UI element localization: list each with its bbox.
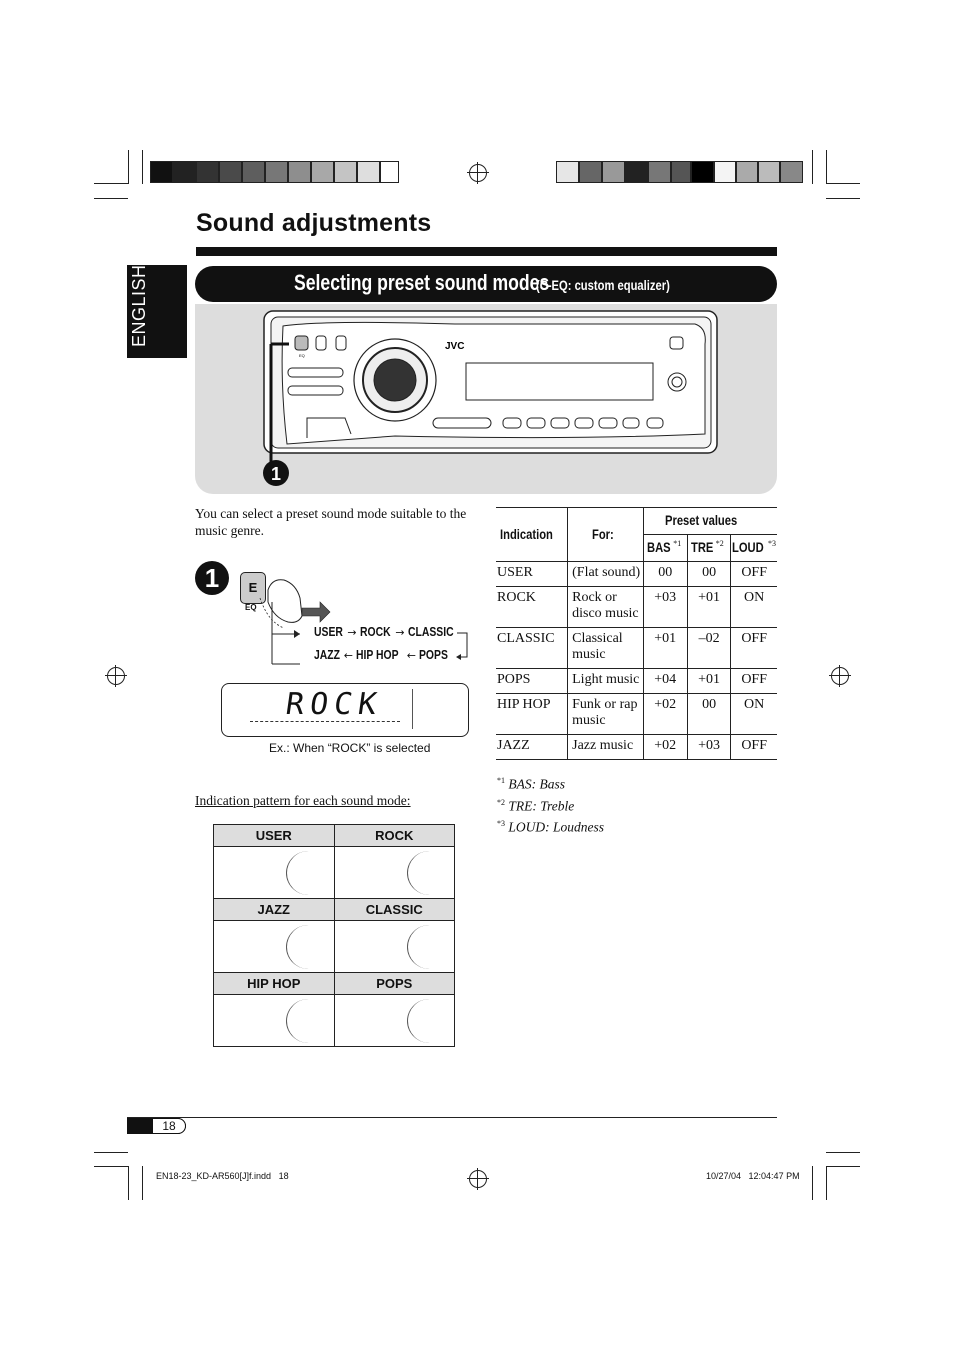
eq-button-label: EQ — [245, 603, 257, 612]
pattern-header-rock: ROCK — [334, 825, 455, 847]
cycle-rock: ROCK — [359, 624, 391, 639]
table-row — [496, 694, 777, 735]
cell-tre: 00 — [687, 694, 731, 735]
eq-pattern-icon — [407, 999, 452, 1043]
cell-bas: +03 — [643, 587, 687, 628]
eq-pattern-icon — [286, 999, 331, 1043]
pattern-pops — [334, 995, 455, 1047]
col-indication: Indication — [496, 508, 568, 562]
cycle-return-bracket — [455, 627, 471, 663]
footnote: $^{*2}$ TRE: Treble — [497, 797, 575, 813]
section-title-main: Selecting preset sound modes — [294, 270, 550, 295]
pattern-hiphop — [214, 995, 335, 1047]
cell-loud: ON — [731, 587, 777, 628]
eq-button-letter: E — [248, 580, 258, 595]
table-row — [496, 628, 777, 669]
lcd-level-bar — [250, 721, 400, 724]
cell-indication: JAZZ — [496, 735, 568, 760]
step-number: 1 — [204, 563, 220, 593]
registration-mark-left — [107, 667, 125, 685]
pattern-label: Indication pattern for each sound mode: — [195, 793, 411, 808]
pattern-jazz — [214, 921, 335, 973]
page-number: 18 — [162, 1119, 176, 1133]
cell-bas: +01 — [643, 628, 687, 669]
pattern-header-jazz: JAZZ — [214, 899, 335, 921]
cell-tre: +01 — [687, 587, 731, 628]
registration-mark-bottom — [469, 1170, 487, 1188]
cycle-user: USER — [314, 624, 343, 639]
col-loud: LOUD $^{*3}$ — [731, 535, 777, 562]
footnote-ref-3: *3 — [768, 539, 776, 549]
cell-for: Jazz music — [568, 735, 644, 760]
cycle-jazz: JAZZ — [314, 647, 340, 662]
cell-indication: CLASSIC — [496, 628, 568, 669]
footer-rule — [127, 1117, 777, 1118]
cell-bas: +02 — [643, 735, 687, 760]
footnotes — [497, 772, 604, 837]
cell-for: (Flat sound) — [568, 562, 644, 587]
footnote: $^{*3}$ LOUD: Loudness — [497, 819, 605, 835]
registration-mark-top — [469, 164, 487, 182]
eq-pattern-icon — [286, 851, 331, 895]
mode-cycle-row2 — [314, 647, 455, 663]
cell-loud: OFF — [731, 735, 777, 760]
lcd-text: ROCK — [283, 687, 385, 722]
cell-loud: OFF — [731, 628, 777, 669]
pattern-user — [214, 847, 335, 899]
table-row — [496, 669, 777, 694]
cell-for: Funk or rap music — [568, 694, 644, 735]
eq-mini-label: EQ — [299, 353, 305, 358]
col-tre: TRE $^{*2}$ — [687, 535, 731, 562]
registration-mark-right — [831, 667, 849, 685]
table-row — [496, 587, 777, 628]
cell-for: Classical music — [568, 628, 644, 669]
mode-pattern-grid — [213, 824, 455, 1047]
pattern-classic — [334, 921, 455, 973]
cell-tre: +01 — [687, 669, 731, 694]
step-badge — [195, 561, 229, 595]
jvc-logo: JVC — [445, 341, 465, 352]
cell-tre: –02 — [687, 628, 731, 669]
eq-pattern-icon — [407, 925, 452, 969]
eq-pattern-icon — [286, 925, 331, 969]
cell-loud: OFF — [731, 562, 777, 587]
cell-indication: POPS — [496, 669, 568, 694]
pattern-header-pops: POPS — [334, 973, 455, 995]
display-caption: Ex.: When “ROCK” is selected — [269, 741, 431, 755]
col-preset-values: Preset values — [643, 508, 777, 535]
section-subtitle: (C-EQ: custom equalizer) — [536, 277, 670, 293]
cell-loud: OFF — [731, 669, 777, 694]
table-row — [496, 562, 777, 587]
footnote-ref-1: *1 — [673, 539, 682, 549]
arrow-right-icon: → — [347, 626, 357, 639]
cycle-hiphop: HIP HOP — [356, 647, 399, 662]
head-unit-illustration — [195, 304, 777, 494]
cell-indication: HIP HOP — [496, 694, 568, 735]
language-tab — [127, 265, 187, 358]
arrow-right-icon: → — [395, 626, 405, 639]
lcd-eq-graphic — [412, 689, 463, 729]
section-subtitle-wrap — [536, 277, 703, 295]
cell-bas: +04 — [643, 669, 687, 694]
table-row — [496, 735, 777, 760]
title-rule — [196, 247, 777, 256]
cell-bas: 00 — [643, 562, 687, 587]
eq-pattern-icon — [407, 851, 452, 895]
pattern-header-user: USER — [214, 825, 335, 847]
page-number-box — [152, 1118, 186, 1134]
preset-values-table — [496, 507, 777, 760]
cycle-classic: CLASSIC — [407, 624, 454, 639]
pattern-header-classic: CLASSIC — [334, 899, 455, 921]
arrow-left-icon: ← — [343, 649, 353, 662]
col-for: For: — [568, 508, 644, 562]
footer-timestamp: 10/27/04 12:04:47 PM — [706, 1171, 800, 1181]
illustration-step-number: 1 — [270, 464, 282, 484]
page-title: Sound adjustments — [196, 209, 432, 237]
cell-bas: +02 — [643, 694, 687, 735]
footnote-ref-2: *2 — [715, 539, 724, 549]
pattern-rock — [334, 847, 455, 899]
intro-text: You can select a preset sound mode suitable to the music genre. — [195, 506, 467, 538]
cell-indication: ROCK — [496, 587, 568, 628]
language-label: ENGLISH — [129, 264, 149, 347]
cell-indication: USER — [496, 562, 568, 587]
cell-for: Light music — [568, 669, 644, 694]
cell-loud: ON — [731, 694, 777, 735]
cell-tre: 00 — [687, 562, 731, 587]
cell-tre: +03 — [687, 735, 731, 760]
lcd-display — [221, 683, 469, 737]
mode-cycle-row1 — [314, 624, 465, 640]
col-bas: BAS $^{*1}$ — [643, 535, 687, 562]
footer-filename: EN18-23_KD-AR560[J]f.indd 18 — [156, 1171, 289, 1181]
cycle-pops: POPS — [419, 647, 449, 662]
pattern-header-hiphop: HIP HOP — [214, 973, 335, 995]
cell-for: Rock or disco music — [568, 587, 644, 628]
arrow-left-icon: ← — [406, 649, 416, 662]
footnote: $^{*1}$ BAS: Bass — [497, 776, 565, 792]
